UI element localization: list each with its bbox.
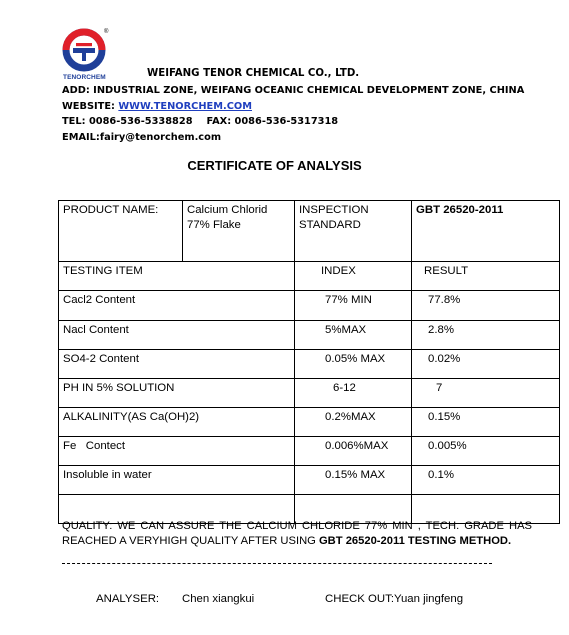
row-result-text: 7 (436, 382, 443, 394)
row-result (412, 379, 560, 408)
product-label-cell (59, 201, 183, 262)
company-phone-fax (62, 116, 338, 127)
registered-mark: ® (104, 29, 109, 35)
checkout-signature (325, 593, 463, 605)
analysis-table (58, 200, 560, 524)
row-result (412, 350, 560, 379)
quality-statement (62, 519, 532, 549)
quality-method: GBT 26520-2011 TESTING METHOD. (318, 535, 512, 547)
table-row (59, 466, 560, 495)
row-index-text: 0.006%MAX (325, 440, 389, 452)
row-item-text: ALKALINITY(AS Ca(OH)2) (63, 411, 200, 423)
inspection-label-cell (295, 201, 412, 262)
row-item-text: Cacl2 Content (63, 294, 136, 306)
logo-text: TENORCHEM (63, 74, 106, 81)
row-result-text: 2.8% (428, 324, 454, 336)
standard-value-cell (412, 201, 560, 262)
row-result (412, 408, 560, 437)
row-result-text: 77.8% (428, 294, 461, 306)
row-result-text: 0.005% (428, 440, 467, 452)
row-item-text: SO4-2 Content (63, 353, 139, 365)
quality-text: QUALITY: WE CAN ASSURE THE CALCIUM CHLORIDE 77% MIN , TECH. GRADE HAS REACHED A VERYHIGH QUALITY AFTER USING (62, 520, 532, 547)
header-item (59, 262, 295, 291)
website-label: WEBSITE: (62, 101, 119, 112)
company-address: ADD: INDUSTRIAL ZONE, WEIFANG OCEANIC CHEMICAL DEVELOPMENT ZONE, CHINA (62, 85, 525, 96)
row-index-text: 5%MAX (325, 324, 367, 336)
row-result-text: 0.15% (428, 411, 461, 423)
row-item-text: PH IN 5% SOLUTION (63, 382, 175, 394)
tel-text: TEL: 0086-536-5338828 (62, 116, 193, 127)
row-result-text: 0.1% (428, 469, 454, 481)
row-item (59, 466, 295, 495)
row-index-text: 0.05% MAX (325, 353, 386, 365)
inspection-label-line2: STANDARD (299, 219, 361, 231)
row-index (295, 379, 412, 408)
row-index (295, 291, 412, 321)
table-row (59, 321, 560, 350)
header-item-text: TESTING ITEM (63, 265, 143, 277)
product-value-cell (183, 201, 295, 262)
table-row (59, 379, 560, 408)
row-result (412, 291, 560, 321)
document-title-text: CERTIFICATE OF ANALYSIS (187, 158, 362, 173)
product-value-line1: Calcium Chlorid (187, 204, 268, 216)
table-row (59, 408, 560, 437)
row-item-text: Fe Contect (63, 440, 126, 452)
tenorchem-logo-icon (62, 28, 109, 72)
company-website (62, 101, 252, 112)
company-name: WEIFANG TENOR CHEMICAL CO., LTD. (147, 68, 360, 79)
header-index (295, 262, 412, 291)
header-result (412, 262, 560, 291)
row-item (59, 379, 295, 408)
row-index-text: 0.15% MAX (325, 469, 386, 481)
header-result-text: RESULT (424, 265, 469, 277)
standard-value: GBT 26520-2011 (416, 204, 504, 216)
header-row (59, 262, 560, 291)
website-link[interactable]: WWW.TENORCHEM.COM (118, 101, 252, 112)
dashed-divider (62, 563, 492, 564)
row-index-text: 0.2%MAX (325, 411, 376, 423)
document-title (0, 158, 569, 173)
row-index-text: 6-12 (333, 382, 356, 394)
row-item-text: Insoluble in water (63, 469, 152, 481)
table-row (59, 437, 560, 466)
row-item (59, 291, 295, 321)
fax-text: FAX: 0086-536-5317318 (206, 116, 339, 127)
row-index (295, 408, 412, 437)
checkout-label: CHECK OUT: (325, 593, 394, 605)
row-item-text: Nacl Content (63, 324, 129, 336)
row-index (295, 437, 412, 466)
table-row (59, 350, 560, 379)
analyser-label: ANALYSER: (96, 593, 160, 605)
row-item (59, 408, 295, 437)
analyser-name: Chen xiangkui (182, 593, 255, 605)
row-index-text: 77% MIN (325, 294, 372, 306)
table-row (59, 291, 560, 321)
row-result (412, 466, 560, 495)
inspection-label-line1: INSPECTION (299, 204, 369, 216)
row-result (412, 437, 560, 466)
row-index (295, 321, 412, 350)
row-item (59, 321, 295, 350)
product-value-line2: 77% Flake (187, 219, 241, 231)
row-result-text: 0.02% (428, 353, 461, 365)
row-item (59, 350, 295, 379)
row-item (59, 437, 295, 466)
product-label: PRODUCT NAME: (63, 204, 159, 216)
row-result (412, 321, 560, 350)
company-email: EMAIL:fairy@tenorchem.com (62, 132, 222, 143)
product-row (59, 201, 560, 262)
header-index-text: INDEX (321, 265, 356, 277)
checkout-name: Yuan jingfeng (393, 593, 464, 605)
row-index (295, 466, 412, 495)
row-index (295, 350, 412, 379)
